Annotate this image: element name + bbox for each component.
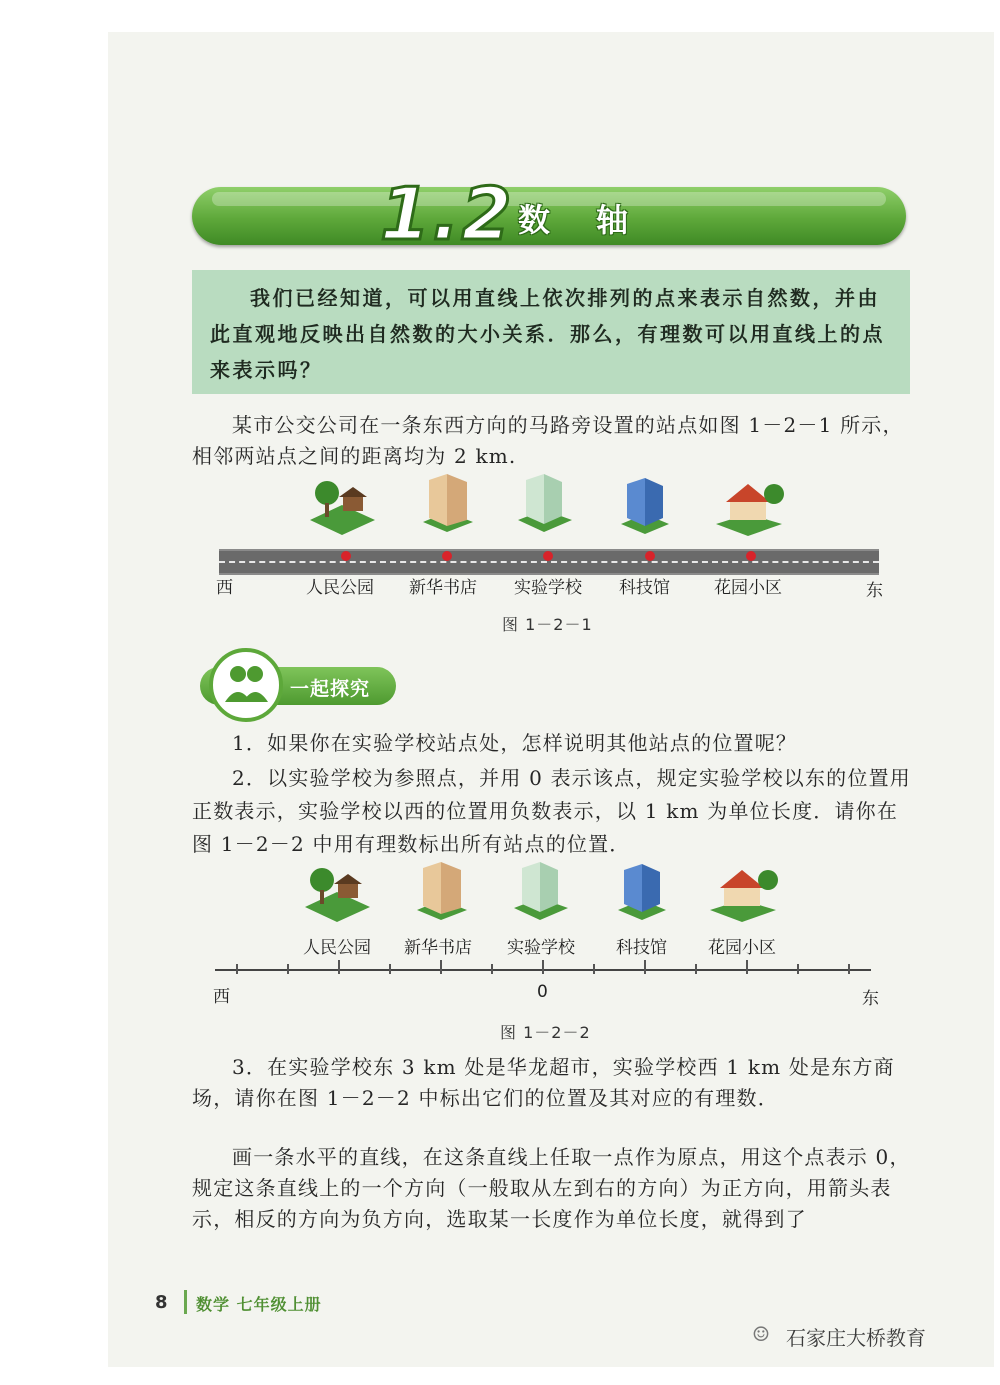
- tick: [746, 960, 748, 974]
- question-1: 1．如果你在实验学校站点处，怎样说明其他站点的位置呢？: [232, 731, 798, 755]
- station-label: 新华书店: [404, 938, 472, 958]
- tick: [287, 964, 289, 974]
- page-number: 8: [155, 1292, 168, 1313]
- station-label: 花园小区: [708, 938, 776, 958]
- station-marker: [543, 551, 553, 561]
- paragraph-2: 画一条水平的直线，在这条直线上任取一点作为原点，用这个点表示 0，规定这条直线上的一个方向（一般取从左到右的方向）为正方向，用箭头表示，相反的方向为负方向，选取某一长度作为单位长度，就得到了: [192, 1145, 911, 1231]
- east-label: 东: [866, 581, 883, 601]
- intro-text: 我们已经知道，可以用直线上依次排列的点来表示自然数，并由此直观地反映出自然数的大小关系．那么，有理数可以用直线上的点来表示吗？: [210, 286, 885, 382]
- tick: [593, 964, 595, 974]
- tick: [644, 960, 646, 974]
- origin-label: 0: [537, 982, 548, 1002]
- residence-illustration: [706, 864, 781, 926]
- section-title: 数轴: [518, 201, 675, 239]
- section-number: 1.2: [380, 172, 514, 256]
- figure-2-caption: 图 1－2－2: [500, 1023, 591, 1042]
- park-illustration: [305, 475, 380, 540]
- figure-1-caption: 图 1－2－1: [502, 615, 593, 634]
- station-marker: [645, 551, 655, 561]
- station-label: 新华书店: [409, 578, 477, 598]
- east-label: 东: [862, 989, 879, 1009]
- tick: [338, 960, 340, 974]
- explore-icon: [209, 648, 283, 722]
- tick: [848, 964, 850, 974]
- tick: [695, 964, 697, 974]
- station-label: 科技馆: [616, 938, 667, 958]
- tech-museum-illustration: [612, 864, 672, 926]
- book-title: 数学 七年级上册: [196, 1295, 322, 1314]
- tick: [797, 964, 799, 974]
- tick: [440, 960, 442, 974]
- residence-illustration: [712, 478, 787, 540]
- footer-divider: [184, 1290, 187, 1314]
- question-2: 2．以实验学校为参照点，并用 0 表示该点，规定实验学校以东的位置用正数表示，实验学校以西的位置用负数表示，以 1 km 为单位长度．请你在图 1－2－2 中用有理数标出所有站点的位置．: [192, 766, 911, 856]
- station-label: 实验学校: [507, 938, 575, 958]
- explore-label: 一起探究: [290, 678, 371, 700]
- paragraph-1: 某市公交公司在一条东西方向的马路旁设置的站点如图 1－2－1 所示，相邻两站点之间的距离均为 2 km.: [192, 413, 904, 468]
- station-label: 人民公园: [306, 578, 374, 598]
- park-illustration: [300, 862, 375, 927]
- station-marker: [746, 551, 756, 561]
- bookstore-illustration: [415, 470, 480, 540]
- wechat-icon: ☺: [752, 1322, 770, 1346]
- station-label: 科技馆: [619, 578, 670, 598]
- school-illustration: [512, 470, 577, 540]
- tick: [389, 964, 391, 974]
- school-illustration: [508, 858, 573, 928]
- station-marker: [442, 551, 452, 561]
- watermark-text: 石家庄大桥教育: [786, 1326, 926, 1350]
- tech-museum-illustration: [615, 478, 675, 540]
- station-label: 花园小区: [714, 578, 782, 598]
- west-label: 西: [216, 578, 233, 598]
- station-label: 实验学校: [514, 578, 582, 598]
- intro-box: [192, 270, 910, 394]
- tick: [236, 964, 238, 974]
- question-3: 3．在实验学校东 3 km 处是华龙超市，实验学校西 1 km 处是东方商场，请你在图 1－2－2 中标出它们的位置及其对应的有理数．: [192, 1055, 895, 1110]
- station-marker: [341, 551, 351, 561]
- tick-origin: [542, 960, 544, 974]
- tick: [491, 964, 493, 974]
- station-label: 人民公园: [303, 938, 371, 958]
- west-label: 西: [213, 987, 230, 1007]
- bookstore-illustration: [409, 858, 474, 928]
